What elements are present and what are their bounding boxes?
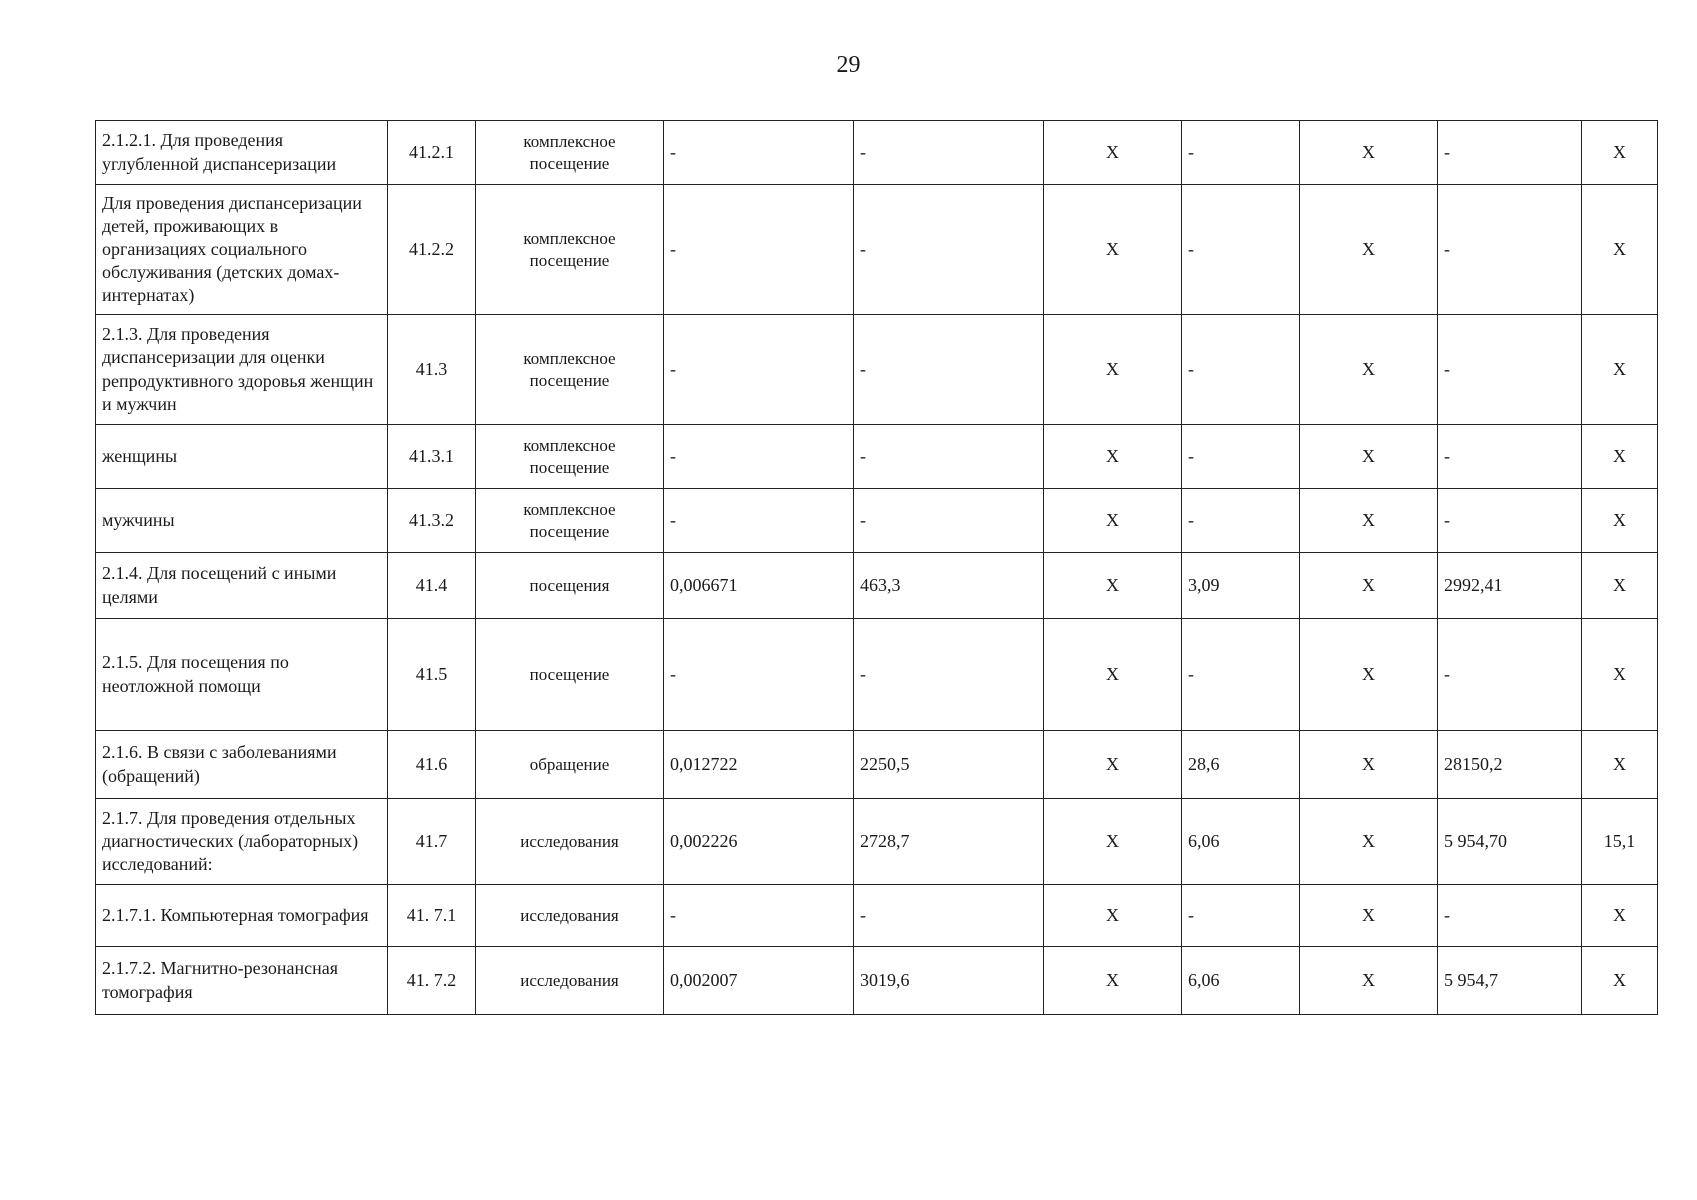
table-cell-col8: X bbox=[1300, 185, 1438, 315]
table-cell-col4: 0,002007 bbox=[664, 947, 854, 1015]
table-cell-col5: 2728,7 bbox=[854, 799, 1044, 885]
table-cell-name: 2.1.7.1. Компьютерная томография bbox=[96, 885, 388, 947]
page-number: 29 bbox=[836, 52, 861, 78]
table-cell-code: 41.2.2 bbox=[388, 185, 476, 315]
table-cell-col8: X bbox=[1300, 619, 1438, 731]
table-cell-col5: - bbox=[854, 489, 1044, 553]
table-cell-name: 2.1.6. В связи с заболеваниями (обращений) bbox=[96, 731, 388, 799]
table-cell-col9: - bbox=[1438, 185, 1582, 315]
table-cell-col4: - bbox=[664, 425, 854, 489]
table-row bbox=[96, 947, 1658, 1015]
table-cell-col10: X bbox=[1582, 315, 1658, 425]
table-cell-code: 41. 7.2 bbox=[388, 947, 476, 1015]
table-cell-code: 41. 7.1 bbox=[388, 885, 476, 947]
table-cell-col6: X bbox=[1044, 425, 1182, 489]
table-cell-code: 41.3 bbox=[388, 315, 476, 425]
table-cell-code: 41.3.1 bbox=[388, 425, 476, 489]
table-cell-col8: X bbox=[1300, 731, 1438, 799]
table-body bbox=[96, 121, 1658, 1015]
table-cell-col8: X bbox=[1300, 121, 1438, 185]
table-cell-col10: X bbox=[1582, 619, 1658, 731]
table-cell-col6: X bbox=[1044, 799, 1182, 885]
table-cell-col9: 28150,2 bbox=[1438, 731, 1582, 799]
table-cell-col8: X bbox=[1300, 489, 1438, 553]
table-cell-unit: исследования bbox=[476, 799, 664, 885]
table-cell-col7: 3,09 bbox=[1182, 553, 1300, 619]
table-row bbox=[96, 425, 1658, 489]
table-cell-col10: X bbox=[1582, 553, 1658, 619]
table-cell-col8: X bbox=[1300, 553, 1438, 619]
table-row bbox=[96, 885, 1658, 947]
table-cell-col6: X bbox=[1044, 185, 1182, 315]
table-cell-col9: - bbox=[1438, 425, 1582, 489]
table-cell-col6: X bbox=[1044, 121, 1182, 185]
table-cell-unit: посещение bbox=[476, 619, 664, 731]
table-cell-unit: посещения bbox=[476, 553, 664, 619]
table-cell-unit: комплексное посещение bbox=[476, 489, 664, 553]
table-row bbox=[96, 315, 1658, 425]
table-cell-name: 2.1.2.1. Для проведения углубленной диспансеризации bbox=[96, 121, 388, 185]
table-cell-name: 2.1.7. Для проведения отдельных диагностических (лабораторных) исследований: bbox=[96, 799, 388, 885]
table-cell-col10: 15,1 bbox=[1582, 799, 1658, 885]
table-row bbox=[96, 489, 1658, 553]
table-cell-col6: X bbox=[1044, 885, 1182, 947]
table-cell-col9: 5 954,7 bbox=[1438, 947, 1582, 1015]
table-cell-col6: X bbox=[1044, 619, 1182, 731]
table-cell-col5: - bbox=[854, 425, 1044, 489]
table-cell-col8: X bbox=[1300, 799, 1438, 885]
table-cell-col5: - bbox=[854, 315, 1044, 425]
table-row bbox=[96, 185, 1658, 315]
table-cell-col9: 2992,41 bbox=[1438, 553, 1582, 619]
table-row bbox=[96, 553, 1658, 619]
table-row bbox=[96, 731, 1658, 799]
table-cell-col9: - bbox=[1438, 489, 1582, 553]
table-cell-col9: - bbox=[1438, 121, 1582, 185]
table-cell-col5: 2250,5 bbox=[854, 731, 1044, 799]
table-cell-col10: X bbox=[1582, 489, 1658, 553]
table-cell-col7: - bbox=[1182, 121, 1300, 185]
table-cell-col5: 463,3 bbox=[854, 553, 1044, 619]
table-cell-col10: X bbox=[1582, 731, 1658, 799]
table-cell-col7: 6,06 bbox=[1182, 947, 1300, 1015]
table-cell-col7: - bbox=[1182, 489, 1300, 553]
table-cell-col4: - bbox=[664, 619, 854, 731]
table-cell-col10: X bbox=[1582, 885, 1658, 947]
table-cell-col7: 6,06 bbox=[1182, 799, 1300, 885]
table-cell-name: 2.1.5. Для посещения по неотложной помощи bbox=[96, 619, 388, 731]
table-cell-unit: комплексное посещение bbox=[476, 121, 664, 185]
table-cell-col10: X bbox=[1582, 121, 1658, 185]
table-cell-col7: - bbox=[1182, 185, 1300, 315]
table-cell-col6: X bbox=[1044, 553, 1182, 619]
table-cell-col4: - bbox=[664, 489, 854, 553]
table-cell-col5: 3019,6 bbox=[854, 947, 1044, 1015]
table-cell-col9: - bbox=[1438, 885, 1582, 947]
table-cell-code: 41.7 bbox=[388, 799, 476, 885]
table-cell-col4: - bbox=[664, 185, 854, 315]
table-cell-code: 41.5 bbox=[388, 619, 476, 731]
table-cell-col8: X bbox=[1300, 885, 1438, 947]
table-cell-col8: X bbox=[1300, 315, 1438, 425]
table-cell-col6: X bbox=[1044, 315, 1182, 425]
table-cell-col9: 5 954,70 bbox=[1438, 799, 1582, 885]
table-cell-unit: комплексное посещение bbox=[476, 185, 664, 315]
table-cell-col4: 0,012722 bbox=[664, 731, 854, 799]
table-cell-col5: - bbox=[854, 885, 1044, 947]
table-cell-name: Для проведения диспансеризации детей, проживающих в организациях социального обслуживания (детских домах-интернатах) bbox=[96, 185, 388, 315]
table-cell-unit: исследования bbox=[476, 947, 664, 1015]
table-cell-unit: комплексное посещение bbox=[476, 315, 664, 425]
table-cell-col10: X bbox=[1582, 185, 1658, 315]
table-cell-col4: - bbox=[664, 885, 854, 947]
table-cell-col10: X bbox=[1582, 425, 1658, 489]
table-cell-unit: комплексное посещение bbox=[476, 425, 664, 489]
table-row bbox=[96, 619, 1658, 731]
table-cell-name: 2.1.3. Для проведения диспансеризации для оценки репродуктивного здоровья женщин и мужчин bbox=[96, 315, 388, 425]
table-cell-col4: - bbox=[664, 121, 854, 185]
table-cell-col10: X bbox=[1582, 947, 1658, 1015]
table-cell-col4: - bbox=[664, 315, 854, 425]
table-cell-col7: - bbox=[1182, 885, 1300, 947]
table-cell-col9: - bbox=[1438, 315, 1582, 425]
table-cell-col9: - bbox=[1438, 619, 1582, 731]
table-cell-col7: 28,6 bbox=[1182, 731, 1300, 799]
table-cell-col7: - bbox=[1182, 315, 1300, 425]
table-cell-col6: X bbox=[1044, 731, 1182, 799]
table-cell-name: женщины bbox=[96, 425, 388, 489]
table-cell-col8: X bbox=[1300, 947, 1438, 1015]
table-cell-code: 41.2.1 bbox=[388, 121, 476, 185]
table-row bbox=[96, 799, 1658, 885]
table-cell-col5: - bbox=[854, 121, 1044, 185]
table-cell-col7: - bbox=[1182, 425, 1300, 489]
data-table bbox=[95, 120, 1658, 1015]
table-cell-col5: - bbox=[854, 185, 1044, 315]
table-cell-col4: 0,006671 bbox=[664, 553, 854, 619]
table-cell-code: 41.4 bbox=[388, 553, 476, 619]
table-cell-col8: X bbox=[1300, 425, 1438, 489]
table-cell-name: мужчины bbox=[96, 489, 388, 553]
table-cell-col7: - bbox=[1182, 619, 1300, 731]
table-cell-name: 2.1.4. Для посещений с иными целями bbox=[96, 553, 388, 619]
table-cell-col4: 0,002226 bbox=[664, 799, 854, 885]
table-cell-col6: X bbox=[1044, 489, 1182, 553]
table-cell-unit: обращение bbox=[476, 731, 664, 799]
table-cell-col6: X bbox=[1044, 947, 1182, 1015]
table-cell-name: 2.1.7.2. Магнитно-резонансная томография bbox=[96, 947, 388, 1015]
table-cell-code: 41.3.2 bbox=[388, 489, 476, 553]
table-row bbox=[96, 121, 1658, 185]
table-cell-code: 41.6 bbox=[388, 731, 476, 799]
table-cell-unit: исследования bbox=[476, 885, 664, 947]
table-cell-col5: - bbox=[854, 619, 1044, 731]
